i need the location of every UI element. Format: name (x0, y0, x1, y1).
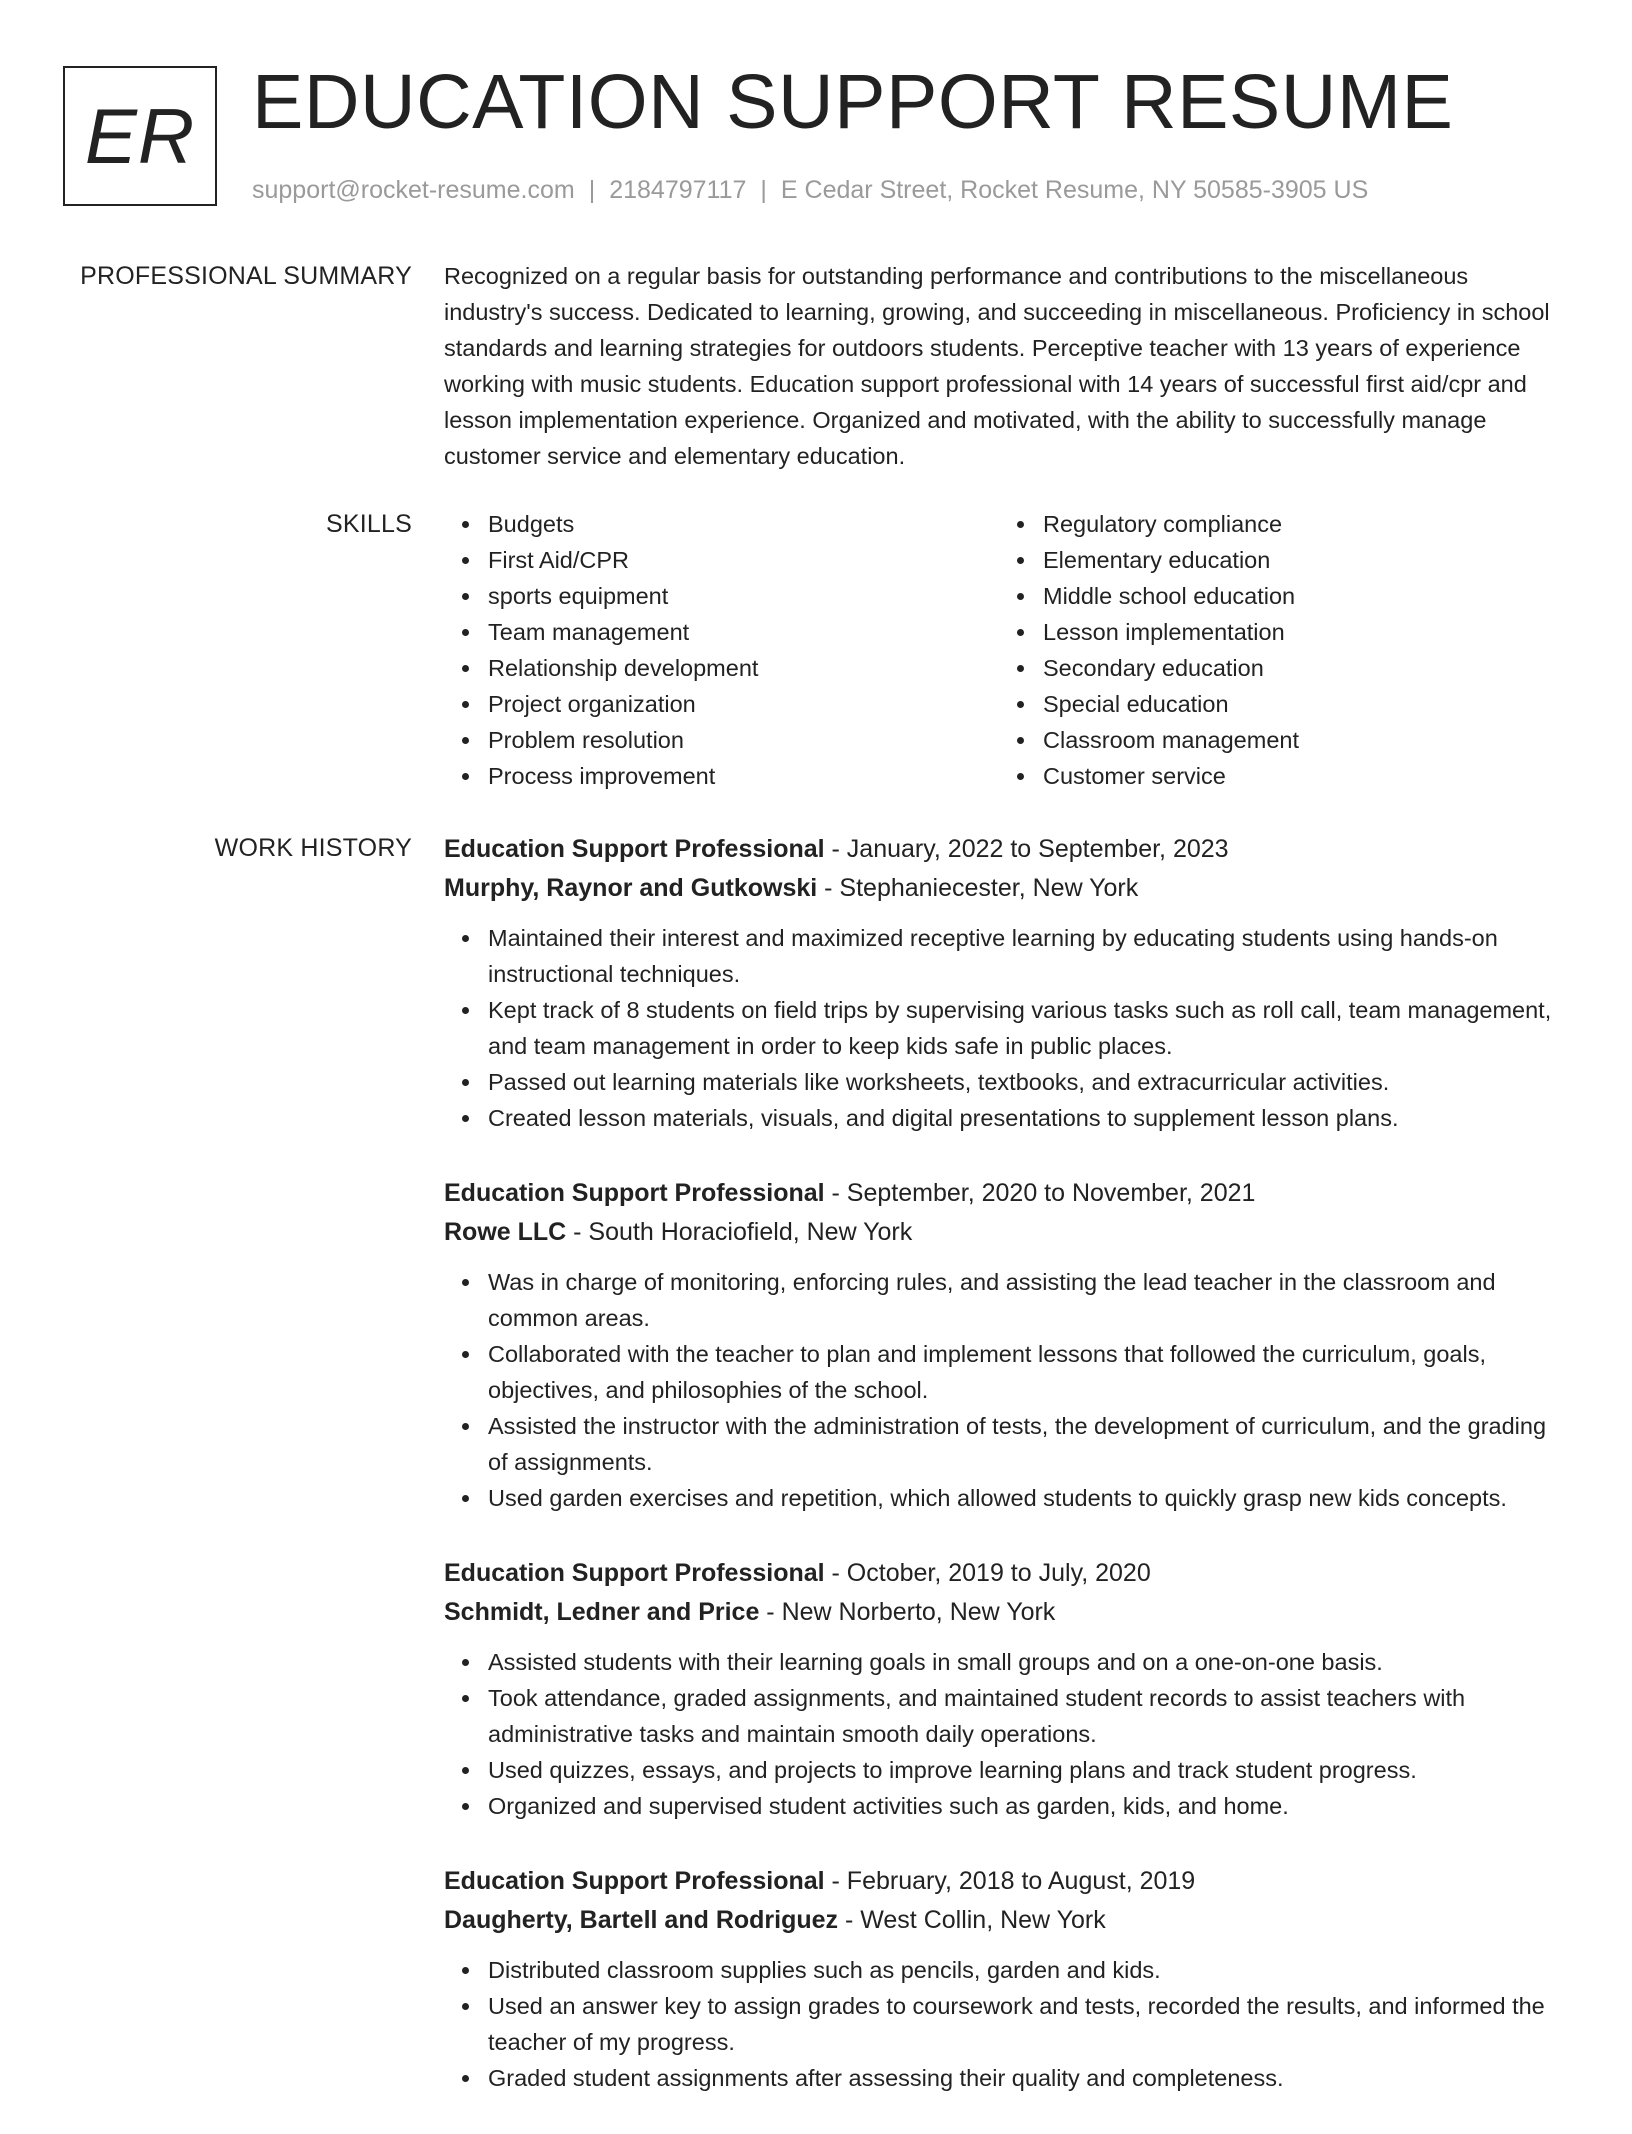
list-item: Assisted the instructor with the administration of tests, the development of curriculum, and the grading of assignments. (488, 1408, 1554, 1480)
job-company: Rowe LLC (444, 1218, 567, 1246)
job-title-line (444, 1554, 1554, 1593)
contact-separator: | (588, 176, 596, 204)
job-title: Education Support Professional (444, 1867, 825, 1895)
list-item: sports equipment (488, 578, 999, 614)
job-dates: - October, 2019 to July, 2020 (824, 1559, 1151, 1587)
job-company-line (444, 1901, 1554, 1940)
list-item: Classroom management (1043, 722, 1554, 758)
list-item: Passed out learning materials like worksheets, textbooks, and extracurricular activities. (488, 1064, 1554, 1100)
job-title-line (444, 1862, 1554, 1901)
monogram-logo: ER (63, 66, 217, 206)
list-item: Used quizzes, essays, and projects to improve learning plans and track student progress. (488, 1752, 1554, 1788)
list-item: Collaborated with the teacher to plan and implement lessons that followed the curriculum, goals, objectives, and philosophies of the school. (488, 1336, 1554, 1408)
work-history-body (444, 830, 1554, 2134)
job-title: Education Support Professional (444, 1179, 825, 1207)
job-location: - New Norberto, New York (759, 1598, 1056, 1626)
job-company-line (444, 1593, 1554, 1632)
job-company: Murphy, Raynor and Gutkowski (444, 874, 818, 902)
job-company-line (444, 869, 1554, 908)
job-title-line (444, 830, 1554, 869)
list-item: Maintained their interest and maximized receptive learning by educating students using hands-on instructional techniques. (488, 920, 1554, 992)
resume-title: EDUCATION SUPPORT RESUME (252, 59, 1454, 145)
work-history-label: WORK HISTORY (214, 834, 412, 862)
job-location: - West Collin, New York (838, 1906, 1106, 1934)
contact-address: E Cedar Street, Rocket Resume, NY 50585-3905 US (780, 176, 1369, 204)
list-item: Distributed classroom supplies such as pencils, garden and kids. (488, 1952, 1554, 1988)
skills-label: SKILLS (326, 510, 412, 538)
list-item: Created lesson materials, visuals, and digital presentations to supplement lesson plans. (488, 1100, 1554, 1136)
list-item: Used an answer key to assign grades to coursework and tests, recorded the results, and informed the teacher of my progress. (488, 1988, 1554, 2060)
list-item: Process improvement (488, 758, 999, 794)
job-dates: - September, 2020 to November, 2021 (824, 1179, 1256, 1207)
list-item: Regulatory compliance (1043, 506, 1554, 542)
job-entry (444, 830, 1554, 1136)
list-item: Budgets (488, 506, 999, 542)
summary-body (444, 258, 1554, 474)
list-item: Project organization (488, 686, 999, 722)
job-dates: - January, 2022 to September, 2023 (824, 835, 1229, 863)
job-bullets (444, 1644, 1554, 1824)
list-item: Middle school education (1043, 578, 1554, 614)
list-item: Graded student assignments after assessing their quality and completeness. (488, 2060, 1554, 2096)
job-company: Daugherty, Bartell and Rodriguez (444, 1906, 839, 1934)
list-item: Kept track of 8 students on field trips by supervising various tasks such as roll call, team management, and team management in order to keep kids safe in public places. (488, 992, 1554, 1064)
list-item: Assisted students with their learning goals in small groups and on a one-on-one basis. (488, 1644, 1554, 1680)
list-item: Organized and supervised student activities such as garden, kids, and home. (488, 1788, 1554, 1824)
list-item: Took attendance, graded assignments, and maintained student records to assist teachers with administrative tasks and maintain smooth daily operations. (488, 1680, 1554, 1752)
job-location: - South Horaciofield, New York (566, 1218, 913, 1246)
job-bullets (444, 1952, 1554, 2096)
list-item: Problem resolution (488, 722, 999, 758)
job-company-line (444, 1213, 1554, 1252)
job-entry (444, 1554, 1554, 1824)
skills-column-left (444, 506, 999, 794)
list-item: Customer service (1043, 758, 1554, 794)
job-title: Education Support Professional (444, 1559, 825, 1587)
job-bullets (444, 920, 1554, 1136)
list-item: Special education (1043, 686, 1554, 722)
job-bullets (444, 1264, 1554, 1516)
list-item: Team management (488, 614, 999, 650)
list-item: Was in charge of monitoring, enforcing rules, and assisting the lead teacher in the classroom and common areas. (488, 1264, 1554, 1336)
contact-line (252, 174, 1368, 206)
list-item: Secondary education (1043, 650, 1554, 686)
job-dates: - February, 2018 to August, 2019 (824, 1867, 1196, 1895)
list-item: Lesson implementation (1043, 614, 1554, 650)
summary-text: Recognized on a regular basis for outstanding performance and contributions to the miscellaneous industry's success. Dedicated to learning, growing, and succeeding in miscellaneous. Proficiency in school standards and learning strategies for outdoors students. Perceptive teacher with 13 years of experience working with music students. Education support professional with 14 years of successful first aid/cpr and lesson implementation experience. Organized and motivated, with the ability to successfully manage customer service and elementary education. (444, 263, 1550, 469)
list-item: Relationship development (488, 650, 999, 686)
job-title-line (444, 1174, 1554, 1213)
summary-label: PROFESSIONAL SUMMARY (80, 262, 412, 290)
skills-column-right (999, 506, 1554, 794)
list-item: First Aid/CPR (488, 542, 999, 578)
job-title: Education Support Professional (444, 835, 825, 863)
list-item: Used garden exercises and repetition, which allowed students to quickly grasp new kids concepts. (488, 1480, 1554, 1516)
skills-body (444, 506, 1554, 794)
job-entry (444, 1174, 1554, 1516)
job-location: - Stephaniecester, New York (817, 874, 1139, 902)
contact-email: support@rocket-resume.com (252, 176, 575, 204)
list-item: Elementary education (1043, 542, 1554, 578)
contact-separator: | (760, 176, 767, 204)
job-entry (444, 1862, 1554, 2096)
contact-phone: 2184797117 (609, 176, 747, 204)
job-company: Schmidt, Ledner and Price (444, 1598, 760, 1626)
